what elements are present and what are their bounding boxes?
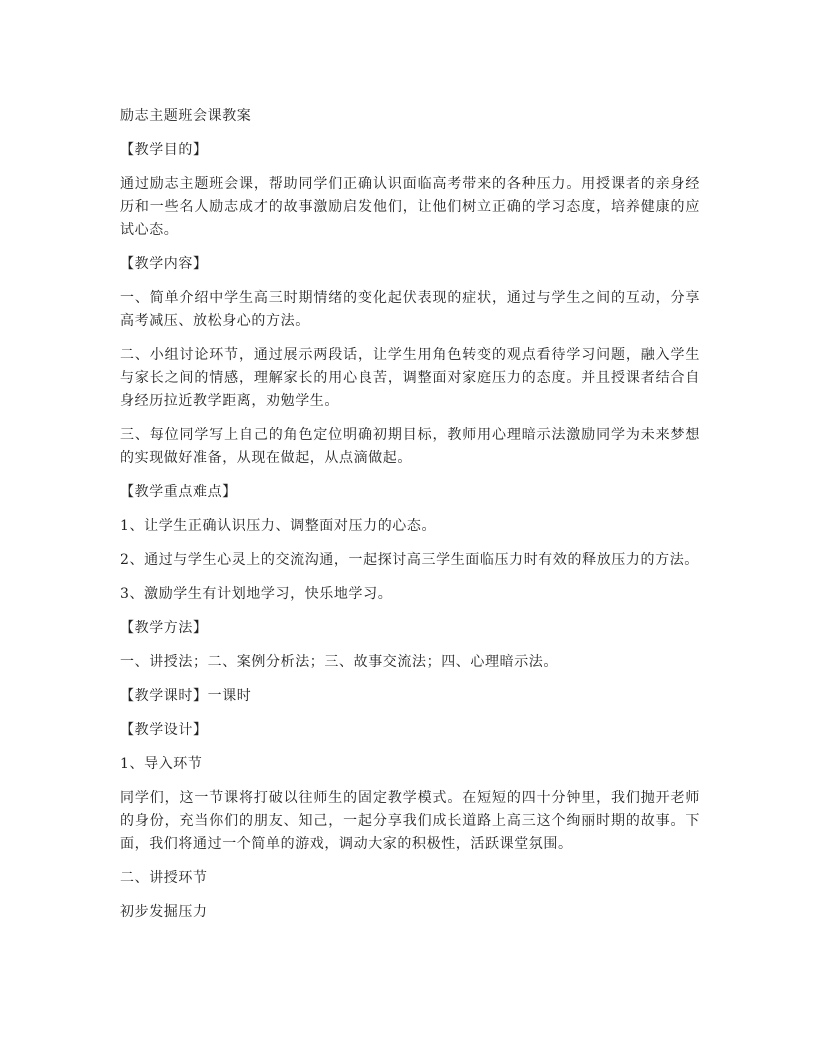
section-heading-objectives: 【教学目的】 (120, 142, 208, 158)
paragraph-lecture-title: 二、讲授环节 (120, 870, 208, 886)
paragraph-content-3: 三、每位同学写上自己的角色定位明确初期目标，教师用心理暗示法激励同学为未来梦想的实现做好准备，从现在做起，从点滴做起。 (120, 427, 700, 466)
section-heading-key-points: 【教学重点难点】 (120, 484, 237, 500)
section-heading-class-hours: 【教学课时】一课时 (120, 688, 252, 704)
paragraph-content-2: 二、小组讨论环节，通过展示两段话，让学生用角色转变的观点看待学习问题，融入学生与家长之间的情感，理解家长的用心良苦，调整面对家庭压力的态度。并且授课者结合自身经历拉近教学距离，劝勉学生。 (120, 347, 700, 409)
paragraph-design-intro-title: 1、导入环节 (120, 756, 203, 772)
paragraph-key-point-3: 3、激励学生有计划地学习，快乐地学习。 (120, 586, 393, 602)
document-title: 励志主题班会课教案 (120, 108, 252, 124)
section-heading-design: 【教学设计】 (120, 722, 208, 738)
paragraph-methods: 一、讲授法；二、案例分析法；三、故事交流法；四、心理暗示法。 (120, 654, 558, 670)
paragraph-design-intro: 同学们，这一节课将打破以往师生的固定教学模式。在短短的四十分钟里，我们抛开老师的身份，充当你们的朋友、知己，一起分享我们成长道路上高三这个绚丽时期的故事。下面，我们将通过一个简单的游戏，调动大家的积极性，活跃课堂氛围。 (120, 790, 700, 852)
paragraph-key-point-2: 2、通过与学生心灵上的交流沟通，一起探讨高三学生面临压力时有效的释放压力的方法。 (120, 552, 699, 568)
paragraph-objectives: 通过励志主题班会课，帮助同学们正确认识面临高考带来的各种压力。用授课者的亲身经历和一些名人励志成才的故事激励启发他们，让他们树立正确的学习态度，培养健康的应试心态。 (120, 176, 700, 238)
section-heading-methods: 【教学方法】 (120, 620, 208, 636)
paragraph-discover-pressure: 初步发掘压力 (120, 904, 208, 920)
document-page (120, 105, 700, 935)
section-heading-content: 【教学内容】 (120, 256, 208, 272)
paragraph-key-point-1: 1、让学生正确认识压力、调整面对压力的心态。 (120, 518, 437, 534)
paragraph-content-1: 一、简单介绍中学生高三时期情绪的变化起伏表现的症状，通过与学生之间的互动，分享高考减压、放松身心的方法。 (120, 290, 700, 329)
